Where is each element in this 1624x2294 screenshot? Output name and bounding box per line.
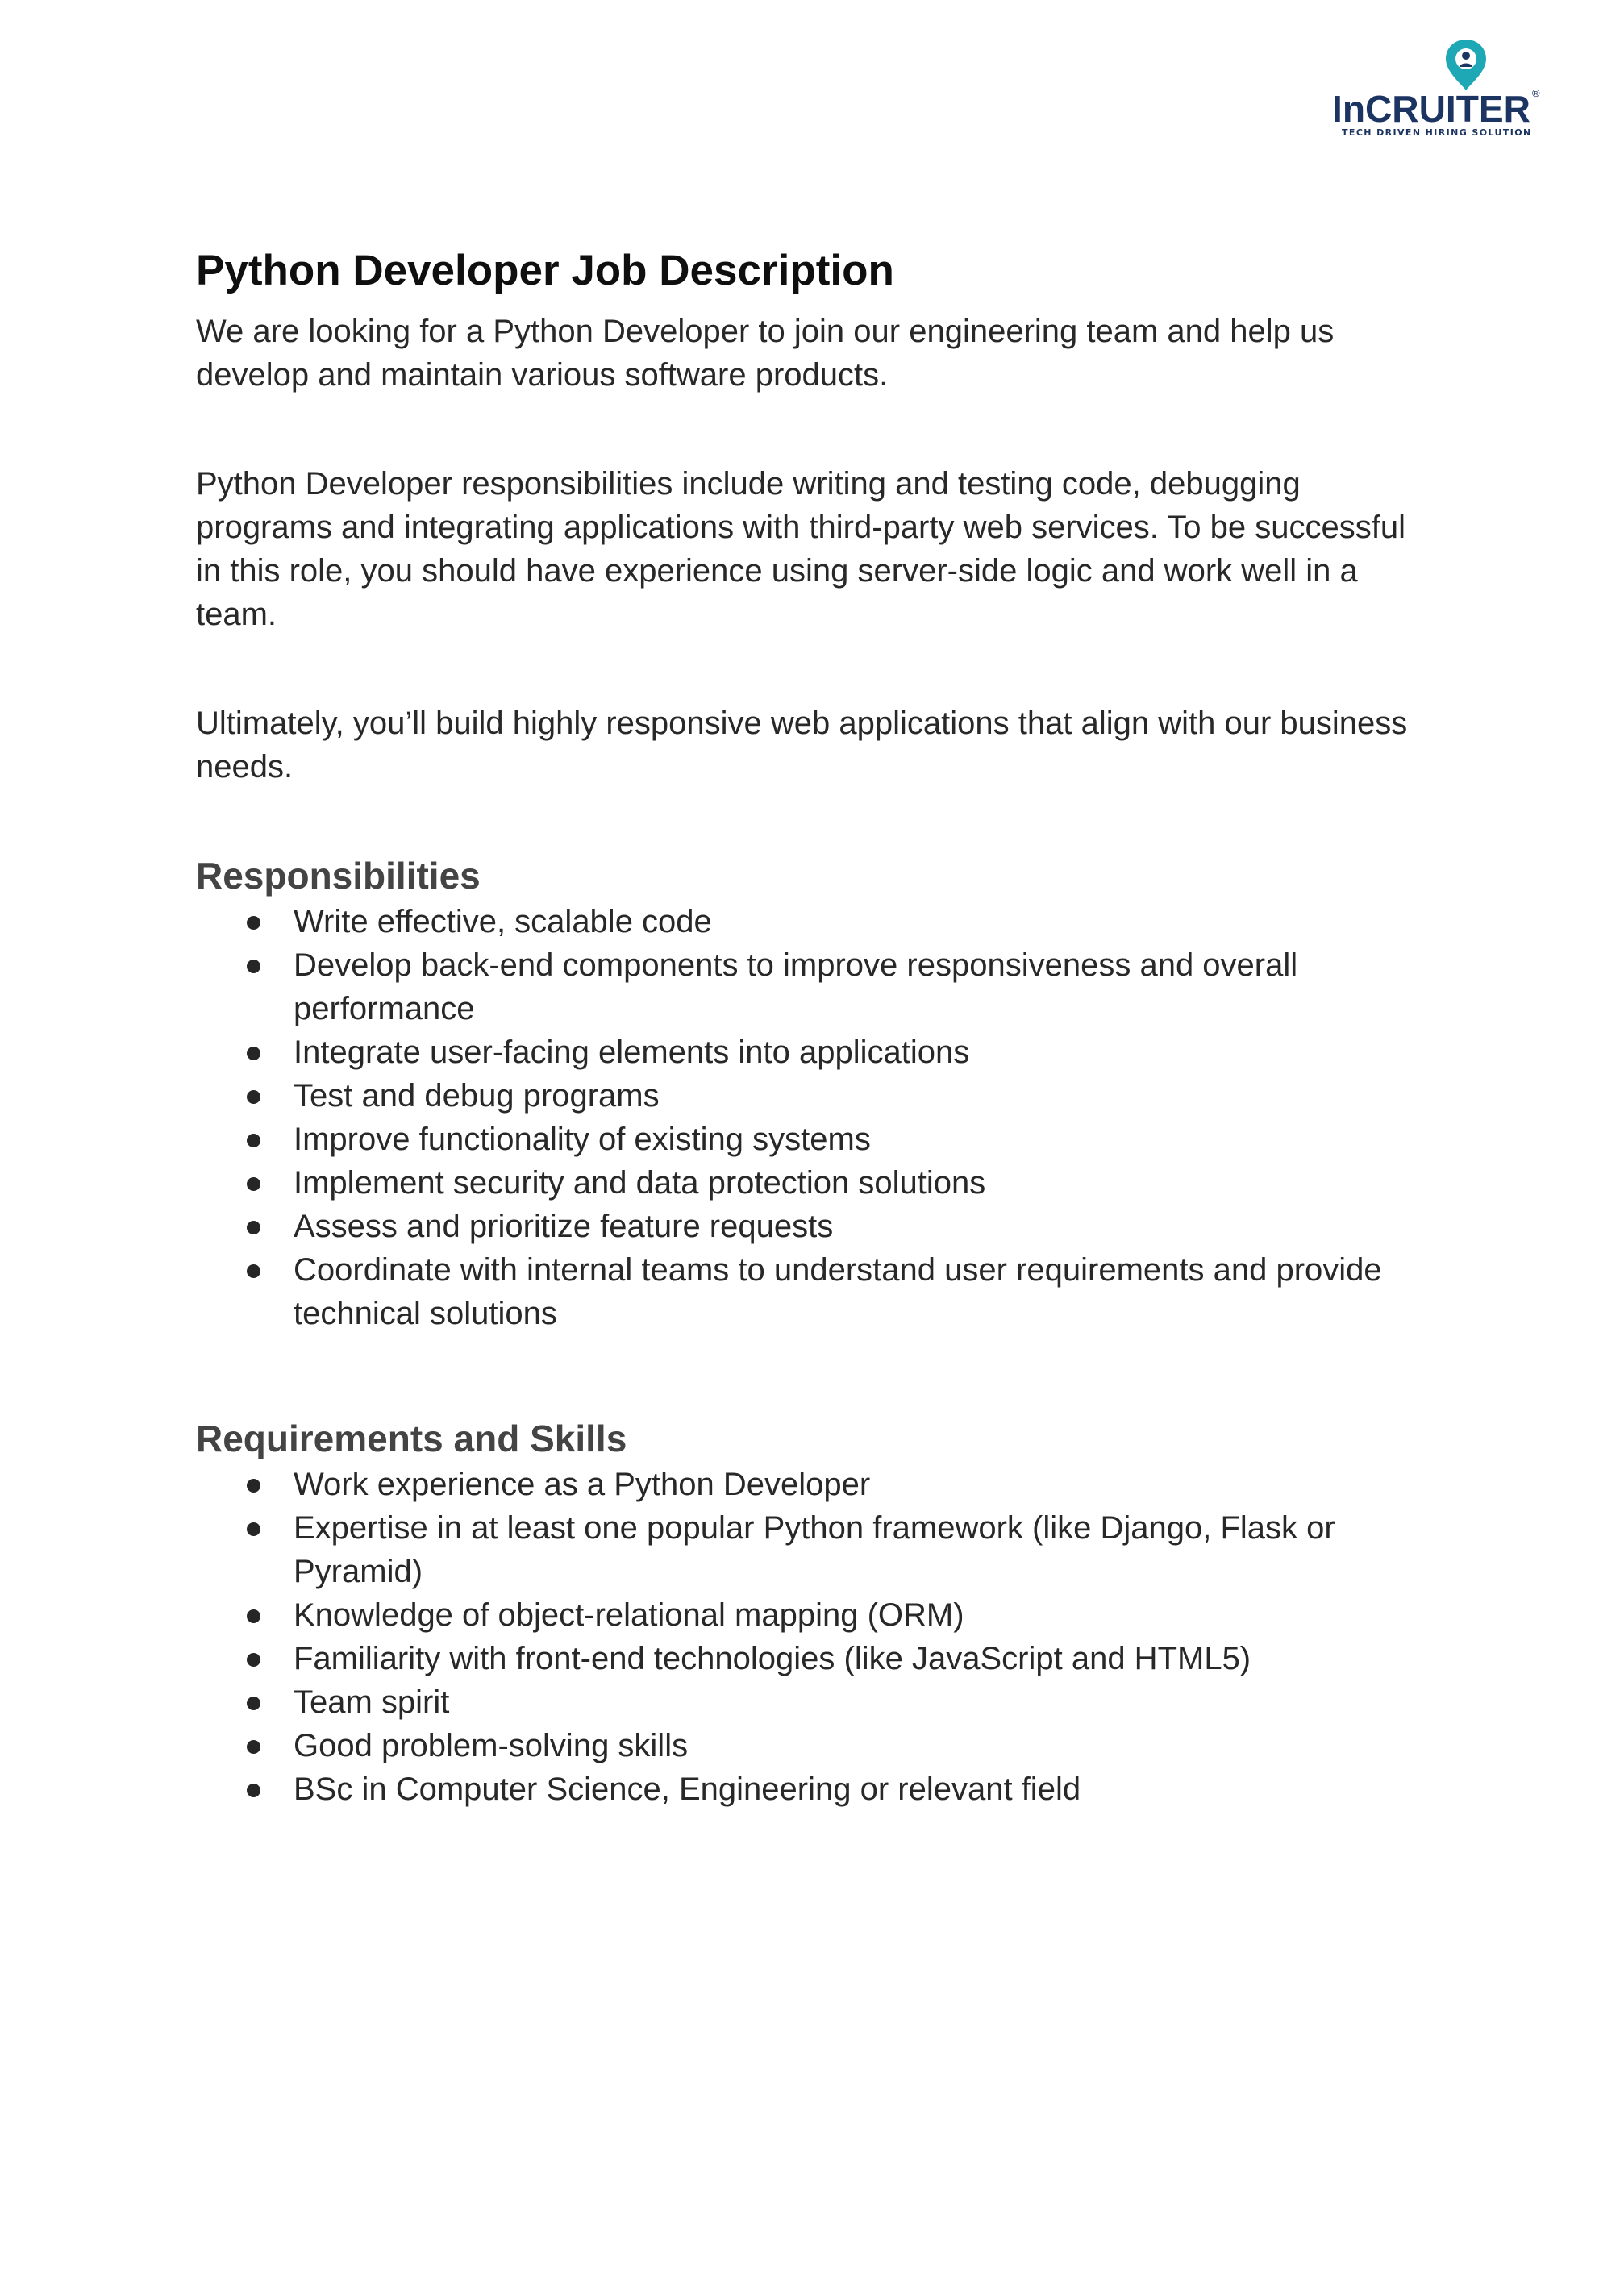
list-item-text: BSc in Computer Science, Engineering or relevant field (294, 1772, 1081, 1807)
list-item (196, 1724, 1438, 1767)
bullet-icon (247, 1264, 260, 1278)
list-item (196, 1074, 1438, 1118)
list-item-text: Test and debug programs (294, 1078, 660, 1114)
list-item-text: Expertise in at least one popular Python framework (like Django, Flask or Pyramid) (294, 1510, 1335, 1589)
bullet-icon (247, 1479, 260, 1493)
bullet-icon (247, 1609, 260, 1623)
list-item-text: Familiarity with front-end technologies (like JavaScript and HTML5) (294, 1641, 1251, 1676)
list-item (196, 1118, 1438, 1161)
logo-wordmark (1332, 84, 1542, 132)
bullet-icon (247, 1740, 260, 1754)
list-item-text: Knowledge of object-relational mapping (ORM) (294, 1597, 964, 1633)
bullet-icon (247, 916, 260, 930)
bullet-icon (247, 1047, 260, 1060)
responsibilities-summary-paragraph: Python Developer responsibilities include writing and testing code, debugging programs and integrating applications with third-party web services. To be successful in this role, you should have experience using server-side logic and work well in a team. (196, 466, 1405, 632)
bullet-icon (247, 1697, 260, 1710)
list-item-text: Work experience as a Python Developer (294, 1467, 871, 1502)
logo-wordmark-text: InCRUITER (1332, 88, 1530, 130)
bullet-icon (247, 960, 260, 973)
bullet-icon (247, 1784, 260, 1797)
list-item (196, 1205, 1438, 1248)
list-item (196, 1463, 1438, 1506)
responsibilities-list (196, 900, 1438, 1335)
list-item (196, 1680, 1438, 1724)
list-item (196, 1637, 1438, 1680)
bullet-icon (247, 1090, 260, 1104)
requirements-list (196, 1463, 1438, 1811)
bullet-icon (247, 1177, 260, 1191)
list-item-text: Write effective, scalable code (294, 904, 712, 939)
list-item (196, 1593, 1438, 1637)
list-item (196, 1506, 1438, 1593)
incruiter-logo (1322, 37, 1548, 146)
list-item-text: Good problem-solving skills (294, 1728, 689, 1763)
bullet-icon (247, 1653, 260, 1667)
responsibilities-heading: Responsibilities (196, 855, 481, 897)
list-item-text: Coordinate with internal teams to understand user requirements and provide technical solutions (294, 1252, 1382, 1331)
requirements-heading: Requirements and Skills (196, 1418, 627, 1459)
list-item (196, 1248, 1438, 1335)
intro-paragraph: We are looking for a Python Developer to join our engineering team and help us develop and maintain various software products. (196, 314, 1335, 393)
registered-mark: ® (1532, 87, 1540, 99)
list-item (196, 1161, 1438, 1205)
list-item-text: Develop back-end components to improve responsiveness and overall performance (294, 947, 1298, 1026)
outcome-paragraph: Ultimately, you’ll build highly responsive web applications that align with our business needs. (196, 706, 1408, 785)
list-item-text: Improve functionality of existing systems (294, 1122, 871, 1157)
document-body (196, 239, 1438, 1811)
list-item-text: Team spirit (294, 1684, 450, 1720)
list-item-text: Implement security and data protection solutions (294, 1165, 986, 1201)
list-item-text: Integrate user-facing elements into applications (294, 1035, 970, 1070)
logo-tagline: TECH DRIVEN HIRING SOLUTION (1342, 127, 1532, 138)
list-item (196, 943, 1438, 1030)
bullet-icon (247, 1134, 260, 1147)
list-item (196, 1030, 1438, 1074)
list-item (196, 900, 1438, 943)
page-title: Python Developer Job Description (196, 247, 894, 294)
list-item-text: Assess and prioritize feature requests (294, 1209, 834, 1244)
bullet-icon (247, 1221, 260, 1234)
bullet-icon (247, 1522, 260, 1536)
list-item (196, 1767, 1438, 1811)
